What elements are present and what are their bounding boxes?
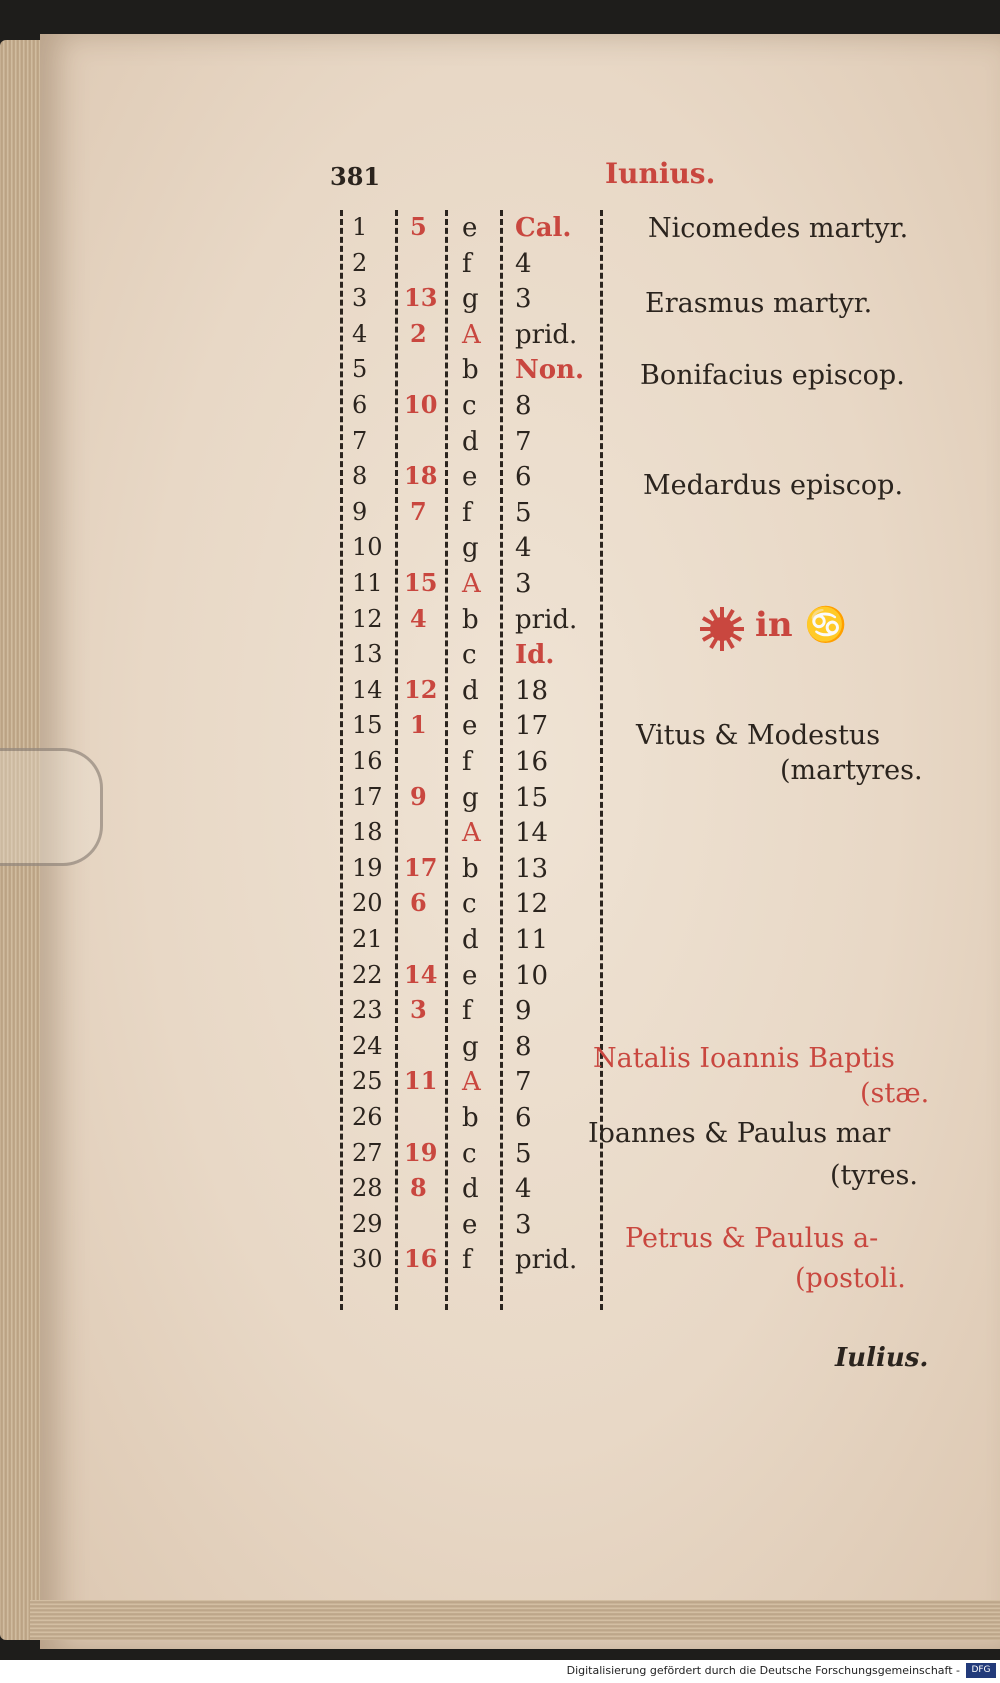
epact-number: 17 [404,853,438,882]
day-number: 18 [352,818,383,846]
column-rule [395,210,400,1310]
roman-date: Non. [515,355,585,385]
page-clip [0,748,103,866]
dominical-letter: e [462,711,478,741]
epact-number: 16 [404,1244,438,1273]
day-number: 12 [352,605,383,633]
dfg-logo: DFG [966,1663,996,1678]
day-number: 30 [352,1245,383,1273]
dominical-letter: g [462,1032,479,1062]
dominical-letter: f [462,249,472,279]
saint-entry: Medardus episcop. [643,470,904,501]
dominical-letter: g [462,284,479,314]
day-number: 9 [352,498,368,526]
roman-date: 10 [515,961,549,991]
roman-date: 8 [515,391,532,421]
day-number: 17 [352,783,383,811]
roman-date: 9 [515,996,532,1026]
roman-date: 16 [515,747,549,777]
day-number: 15 [352,711,383,739]
epact-number: 13 [404,283,438,312]
book-bottom-edge [30,1600,1000,1640]
saint-entry: Bonifacius episcop. [640,360,905,391]
day-number: 1 [352,213,368,241]
dominical-letter: e [462,462,478,492]
roman-date: prid. [515,605,578,635]
dominical-letter: c [462,1139,477,1169]
roman-date: 17 [515,711,549,741]
roman-date: 8 [515,1032,532,1062]
sun-icon [700,607,744,651]
day-number: 8 [352,462,368,490]
dominical-letter: f [462,747,472,777]
catchword: Iulius. [835,1343,929,1373]
saint-entry: Erasmus martyr. [645,288,873,319]
saint-entry: (martyres. [780,755,923,786]
day-number: 22 [352,961,383,989]
roman-date: Id. [515,640,555,670]
saint-entry: Nicomedes martyr. [648,213,909,244]
roman-date: 14 [515,818,549,848]
epact-number: 10 [404,390,438,419]
epact-number: 11 [404,1066,438,1095]
day-number: 4 [352,320,368,348]
epact-number: 14 [404,960,438,989]
saint-entry: Vitus & Modestus [636,720,881,751]
saint-entry: Petrus & Paulus a- [625,1223,879,1254]
roman-date: prid. [515,320,578,350]
epact-number: 18 [404,461,438,490]
epact-number: 7 [410,497,427,526]
epact-number: 6 [410,888,427,917]
day-number: 5 [352,355,368,383]
dominical-letter: c [462,640,477,670]
day-number: 6 [352,391,368,419]
dominical-letter: g [462,533,479,563]
dominical-letter: b [462,355,479,385]
day-number: 23 [352,996,383,1024]
roman-date: 11 [515,925,549,955]
day-number: 29 [352,1210,383,1238]
epact-number: 19 [404,1138,438,1167]
day-number: 24 [352,1032,383,1060]
day-number: 20 [352,889,383,917]
dominical-letter: A [462,320,481,350]
epact-number: 9 [410,782,427,811]
dominical-letter: c [462,889,477,919]
day-number: 2 [352,249,368,277]
saint-entry: (tyres. [830,1160,918,1191]
epact-number: 3 [410,995,427,1024]
day-number: 13 [352,640,383,668]
saint-entry: (postoli. [795,1263,906,1294]
dominical-letter: c [462,391,477,421]
roman-date: 4 [515,533,532,563]
day-number: 27 [352,1139,383,1167]
zodiac-sign-label: in ♋ [755,605,847,645]
dominical-letter: e [462,1210,478,1240]
epact-number: 2 [410,319,427,348]
dominical-letter: d [462,1174,479,1204]
day-number: 10 [352,533,383,561]
day-number: 21 [352,925,383,953]
roman-date: prid. [515,1245,578,1275]
epact-number: 4 [410,604,427,633]
roman-date: 7 [515,427,532,457]
footer-credit: Digitalisierung gefördert durch die Deutsche Forschungsgemeinschaft - [566,1664,960,1677]
dominical-letter: b [462,1103,479,1133]
roman-date: 7 [515,1067,532,1097]
roman-date: 6 [515,1103,532,1133]
dominical-letter: f [462,498,472,528]
roman-date: 6 [515,462,532,492]
day-number: 19 [352,854,383,882]
column-rule [500,210,505,1310]
dominical-letter: b [462,605,479,635]
day-number: 25 [352,1067,383,1095]
page-number: 381 [330,162,381,191]
dominical-letter: d [462,427,479,457]
roman-date: 5 [515,498,532,528]
saint-entry: Natalis Ioannis Baptis [593,1043,895,1074]
dominical-letter: e [462,961,478,991]
roman-date: 3 [515,284,532,314]
dominical-letter: A [462,1067,481,1097]
day-number: 14 [352,676,383,704]
column-rule [445,210,450,1310]
roman-date: 5 [515,1139,532,1169]
day-number: 16 [352,747,383,775]
day-number: 11 [352,569,383,597]
roman-date: 18 [515,676,549,706]
epact-number: 15 [404,568,438,597]
roman-date: 12 [515,889,549,919]
roman-date: 15 [515,783,549,813]
day-number: 7 [352,427,368,455]
roman-date: 4 [515,1174,532,1204]
dominical-letter: f [462,996,472,1026]
dominical-letter: g [462,783,479,813]
day-number: 3 [352,284,368,312]
dominical-letter: f [462,1245,472,1275]
roman-date: 13 [515,854,549,884]
epact-number: 5 [410,212,427,241]
day-number: 26 [352,1103,383,1131]
roman-date: 3 [515,1210,532,1240]
dominical-letter: d [462,676,479,706]
roman-date: Cal. [515,213,572,243]
epact-number: 8 [410,1173,427,1202]
epact-number: 1 [410,710,427,739]
saint-entry: Ioannes & Paulus mar [588,1118,891,1149]
footer-bar [0,1660,1000,1683]
dominical-letter: A [462,569,481,599]
dominical-letter: e [462,213,478,243]
roman-date: 3 [515,569,532,599]
epact-number: 12 [404,675,438,704]
day-number: 28 [352,1174,383,1202]
month-heading: Iunius. [605,157,716,190]
dominical-letter: A [462,818,481,848]
dominical-letter: b [462,854,479,884]
column-rule [340,210,345,1310]
dominical-letter: d [462,925,479,955]
saint-entry: (stæ. [860,1078,930,1109]
roman-date: 4 [515,249,532,279]
